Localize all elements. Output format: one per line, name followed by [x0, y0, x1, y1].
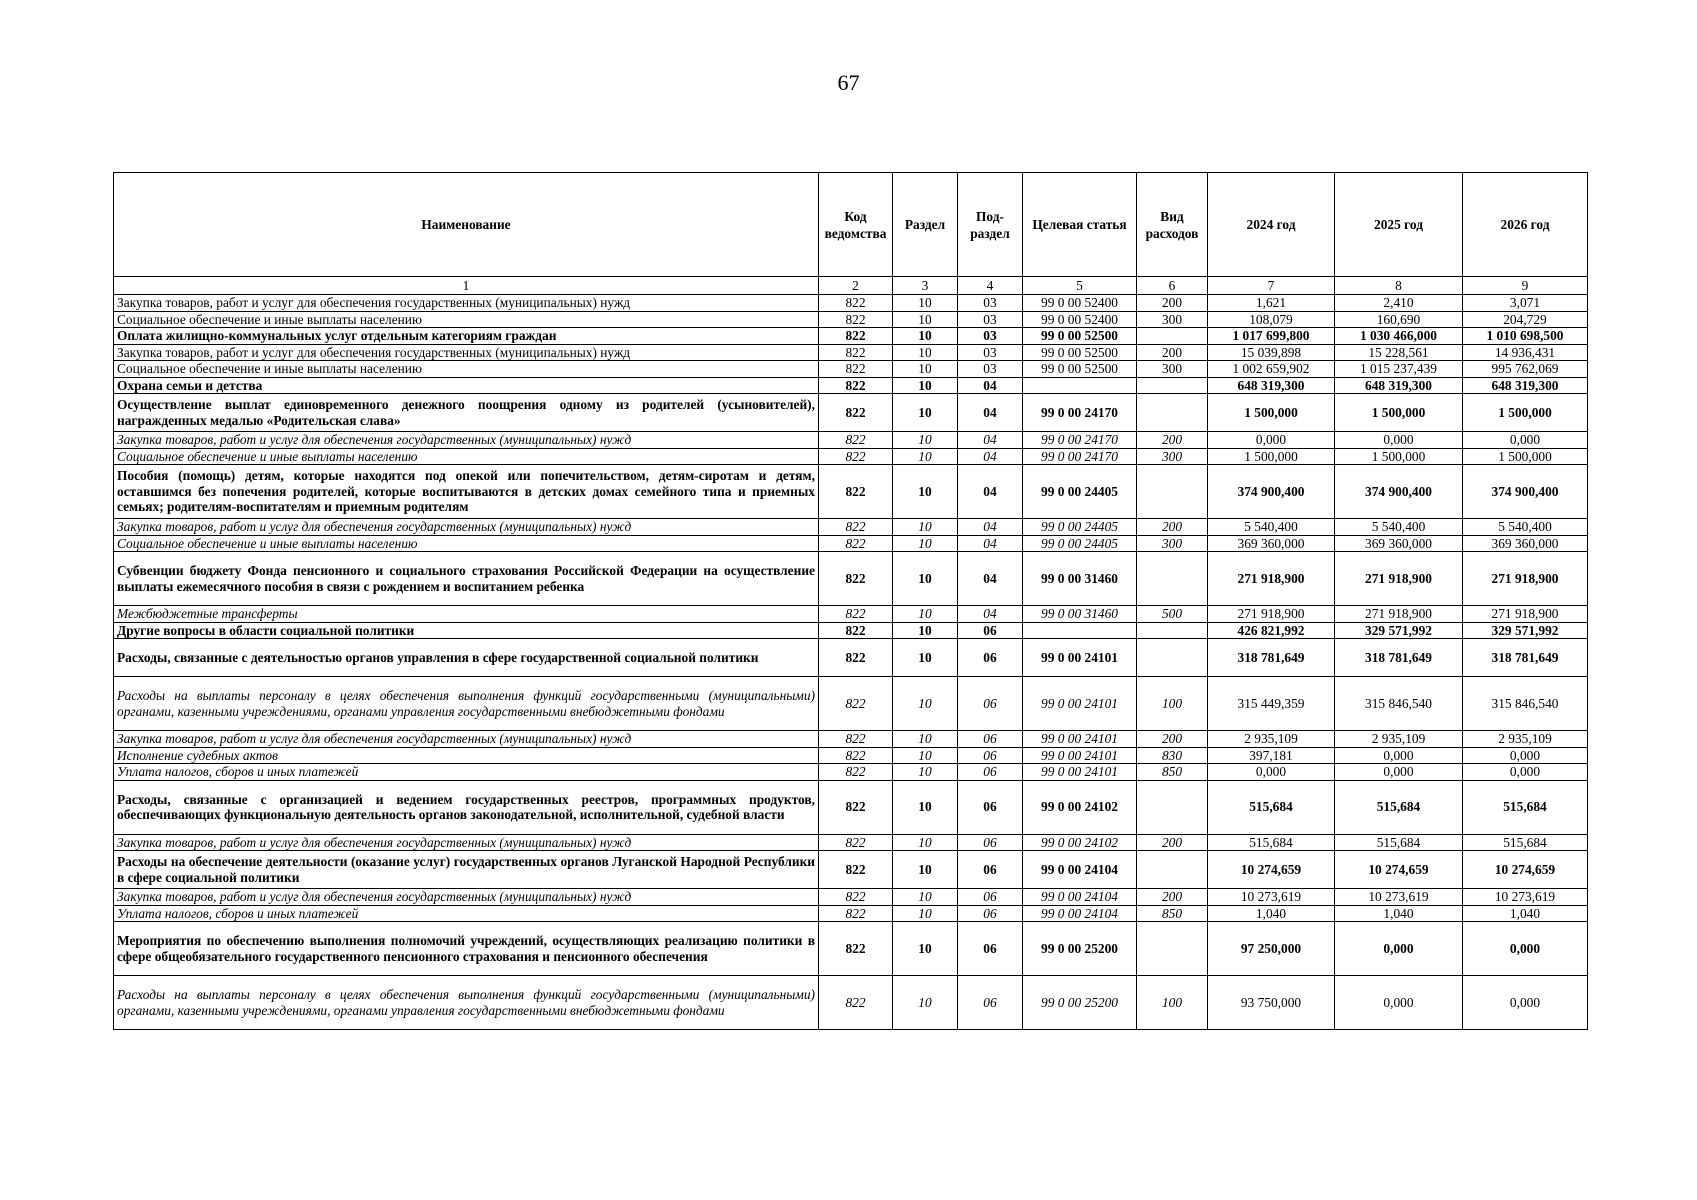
subsection-cell: 04 [958, 448, 1023, 465]
name-cell: Субвенции бюджету Фонда пенсионного и социального страхования Российской Федерации на осуществление выплаты ежемесячного пособия в связи с рождением и воспитанием ребенка [114, 552, 819, 606]
subsection-cell: 06 [958, 622, 1023, 639]
year-2024-cell: 315 449,359 [1208, 677, 1335, 731]
name-cell: Социальное обеспечение и иные выплаты населению [114, 535, 819, 552]
table-row [114, 448, 1588, 465]
section-cell: 10 [893, 922, 958, 976]
year-2025-cell: 2,410 [1335, 295, 1463, 312]
expense-type-cell [1137, 639, 1208, 677]
year-2026-cell: 0,000 [1463, 747, 1588, 764]
target-article-cell: 99 0 00 24405 [1023, 465, 1137, 519]
subsection-cell: 04 [958, 394, 1023, 432]
dept-code-cell: 822 [819, 377, 893, 394]
year-2024-cell: 15 039,898 [1208, 344, 1335, 361]
section-cell: 10 [893, 519, 958, 536]
section-cell: 10 [893, 361, 958, 378]
expense-type-cell: 300 [1137, 448, 1208, 465]
year-2025-cell: 271 918,900 [1335, 606, 1463, 623]
dept-code-cell: 822 [819, 622, 893, 639]
section-cell: 10 [893, 311, 958, 328]
year-2026-cell: 204,729 [1463, 311, 1588, 328]
year-2026-cell: 271 918,900 [1463, 606, 1588, 623]
year-2024-cell: 10 273,619 [1208, 889, 1335, 906]
name-cell: Расходы на выплаты персоналу в целях обеспечения выполнения функций государственными (муниципальными) органами, казенными учреждениями, органами управления государственными внебюджетными фондами [114, 677, 819, 731]
section-cell: 10 [893, 394, 958, 432]
subsection-cell: 03 [958, 361, 1023, 378]
name-cell: Закупка товаров, работ и услуг для обеспечения государственных (муниципальных) нужд [114, 344, 819, 361]
year-2026-cell: 0,000 [1463, 764, 1588, 781]
year-2026-cell: 5 540,400 [1463, 519, 1588, 536]
name-cell: Социальное обеспечение и иные выплаты населению [114, 448, 819, 465]
header-expense-type: Вид расходов [1137, 173, 1208, 277]
name-cell: Расходы на обеспечение деятельности (оказание услуг) государственных органов Луганской Народной Республики в сфере социальной политики [114, 851, 819, 889]
dept-code-cell: 822 [819, 606, 893, 623]
expense-type-cell: 200 [1137, 344, 1208, 361]
subsection-cell: 06 [958, 889, 1023, 906]
section-cell: 10 [893, 328, 958, 345]
subsection-cell: 04 [958, 377, 1023, 394]
table-row [114, 622, 1588, 639]
dept-code-cell: 822 [819, 976, 893, 1030]
expense-type-cell [1137, 328, 1208, 345]
year-2026-cell: 14 936,431 [1463, 344, 1588, 361]
name-cell: Закупка товаров, работ и услуг для обеспечения государственных (муниципальных) нужд [114, 432, 819, 449]
name-cell: Расходы, связанные с деятельностью органов управления в сфере государственной социальной политики [114, 639, 819, 677]
name-cell: Закупка товаров, работ и услуг для обеспечения государственных (муниципальных) нужд [114, 731, 819, 748]
dept-code-cell: 822 [819, 328, 893, 345]
target-article-cell: 99 0 00 25200 [1023, 976, 1137, 1030]
table-row [114, 519, 1588, 536]
target-article-cell: 99 0 00 52400 [1023, 295, 1137, 312]
header-section: Раздел [893, 173, 958, 277]
table-row [114, 311, 1588, 328]
year-2025-cell: 1 015 237,439 [1335, 361, 1463, 378]
year-2024-cell: 397,181 [1208, 747, 1335, 764]
section-cell: 10 [893, 905, 958, 922]
table-row [114, 295, 1588, 312]
year-2026-cell: 271 918,900 [1463, 552, 1588, 606]
expense-type-cell: 850 [1137, 764, 1208, 781]
dept-code-cell: 822 [819, 432, 893, 449]
year-2026-cell: 648 319,300 [1463, 377, 1588, 394]
section-cell: 10 [893, 976, 958, 1030]
target-article-cell [1023, 377, 1137, 394]
subsection-cell: 03 [958, 311, 1023, 328]
expense-type-cell: 200 [1137, 834, 1208, 851]
column-number: 8 [1335, 277, 1463, 295]
year-2025-cell: 1,040 [1335, 905, 1463, 922]
column-number: 5 [1023, 277, 1137, 295]
year-2026-cell: 329 571,992 [1463, 622, 1588, 639]
table-row [114, 747, 1588, 764]
section-cell: 10 [893, 448, 958, 465]
name-cell: Пособия (помощь) детям, которые находятся под опекой или попечительством, детям-сиротам и детям, оставшимся без попечения родителей, которые воспитываются в детских домах семейного типа и приемных семьях; родителям-воспитателям и приемным родителям [114, 465, 819, 519]
expense-type-cell: 300 [1137, 311, 1208, 328]
dept-code-cell: 822 [819, 922, 893, 976]
table-row [114, 731, 1588, 748]
target-article-cell: 99 0 00 52400 [1023, 311, 1137, 328]
year-2026-cell: 10 273,619 [1463, 889, 1588, 906]
year-2024-cell: 426 821,992 [1208, 622, 1335, 639]
expense-type-cell [1137, 465, 1208, 519]
target-article-cell: 99 0 00 24101 [1023, 747, 1137, 764]
subsection-cell: 06 [958, 922, 1023, 976]
subsection-cell: 03 [958, 295, 1023, 312]
section-cell: 10 [893, 432, 958, 449]
dept-code-cell: 822 [819, 639, 893, 677]
header-dept-code: Код ведомства [819, 173, 893, 277]
expense-type-cell: 300 [1137, 535, 1208, 552]
expense-type-cell: 100 [1137, 976, 1208, 1030]
name-cell: Социальное обеспечение и иные выплаты населению [114, 361, 819, 378]
target-article-cell: 99 0 00 24104 [1023, 851, 1137, 889]
dept-code-cell: 822 [819, 448, 893, 465]
year-2026-cell: 0,000 [1463, 922, 1588, 976]
table-row [114, 922, 1588, 976]
year-2025-cell: 648 319,300 [1335, 377, 1463, 394]
year-2025-cell: 271 918,900 [1335, 552, 1463, 606]
subsection-cell: 06 [958, 834, 1023, 851]
expense-type-cell [1137, 622, 1208, 639]
name-cell: Мероприятия по обеспечению выполнения полномочий учреждений, осуществляющих реализацию политики в сфере общеобязательного государственного пенсионного страхования и пенсионного обеспечения [114, 922, 819, 976]
subsection-cell: 06 [958, 677, 1023, 731]
year-2024-cell: 108,079 [1208, 311, 1335, 328]
year-2026-cell: 10 274,659 [1463, 851, 1588, 889]
year-2025-cell: 0,000 [1335, 764, 1463, 781]
dept-code-cell: 822 [819, 889, 893, 906]
subsection-cell: 06 [958, 731, 1023, 748]
table-row [114, 677, 1588, 731]
budget-table [113, 172, 1588, 1030]
expense-type-cell [1137, 851, 1208, 889]
year-2025-cell: 374 900,400 [1335, 465, 1463, 519]
subsection-cell: 06 [958, 764, 1023, 781]
year-2024-cell: 93 750,000 [1208, 976, 1335, 1030]
year-2024-cell: 1 002 659,902 [1208, 361, 1335, 378]
year-2025-cell: 1 500,000 [1335, 448, 1463, 465]
subsection-cell: 03 [958, 328, 1023, 345]
subsection-cell: 06 [958, 976, 1023, 1030]
expense-type-cell: 850 [1137, 905, 1208, 922]
section-cell: 10 [893, 851, 958, 889]
expense-type-cell: 200 [1137, 295, 1208, 312]
name-cell: Закупка товаров, работ и услуг для обеспечения государственных (муниципальных) нужд [114, 519, 819, 536]
year-2025-cell: 515,684 [1335, 780, 1463, 834]
section-cell: 10 [893, 639, 958, 677]
name-cell: Социальное обеспечение и иные выплаты населению [114, 311, 819, 328]
year-2025-cell: 10 274,659 [1335, 851, 1463, 889]
name-cell: Межбюджетные трансферты [114, 606, 819, 623]
name-cell: Расходы, связанные с организацией и ведением государственных реестров, программных продуктов, обеспечивающих функциональную деятельность органов законодательной, исполнительной, судебной власти [114, 780, 819, 834]
target-article-cell: 99 0 00 52500 [1023, 344, 1137, 361]
year-2025-cell: 369 360,000 [1335, 535, 1463, 552]
column-number: 4 [958, 277, 1023, 295]
subsection-cell: 06 [958, 780, 1023, 834]
section-cell: 10 [893, 780, 958, 834]
dept-code-cell: 822 [819, 552, 893, 606]
section-cell: 10 [893, 889, 958, 906]
table-row [114, 834, 1588, 851]
subsection-cell: 06 [958, 905, 1023, 922]
year-2025-cell: 515,684 [1335, 834, 1463, 851]
expense-type-cell: 830 [1137, 747, 1208, 764]
year-2026-cell: 1 500,000 [1463, 394, 1588, 432]
year-2026-cell: 0,000 [1463, 432, 1588, 449]
year-2026-cell: 0,000 [1463, 976, 1588, 1030]
subsection-cell: 03 [958, 344, 1023, 361]
target-article-cell: 99 0 00 24170 [1023, 394, 1137, 432]
name-cell: Исполнение судебных актов [114, 747, 819, 764]
expense-type-cell [1137, 780, 1208, 834]
expense-type-cell [1137, 552, 1208, 606]
year-2024-cell: 5 540,400 [1208, 519, 1335, 536]
year-2025-cell: 318 781,649 [1335, 639, 1463, 677]
name-cell: Закупка товаров, работ и услуг для обеспечения государственных (муниципальных) нужд [114, 295, 819, 312]
year-2024-cell: 318 781,649 [1208, 639, 1335, 677]
year-2024-cell: 374 900,400 [1208, 465, 1335, 519]
year-2026-cell: 1 010 698,500 [1463, 328, 1588, 345]
column-number: 1 [114, 277, 819, 295]
expense-type-cell [1137, 922, 1208, 976]
name-cell: Оплата жилищно-коммунальных услуг отдельным категориям граждан [114, 328, 819, 345]
target-article-cell: 99 0 00 24101 [1023, 677, 1137, 731]
dept-code-cell: 822 [819, 731, 893, 748]
expense-type-cell: 300 [1137, 361, 1208, 378]
year-2024-cell: 271 918,900 [1208, 552, 1335, 606]
target-article-cell: 99 0 00 24101 [1023, 731, 1137, 748]
year-2026-cell: 1 500,000 [1463, 448, 1588, 465]
target-article-cell: 99 0 00 24170 [1023, 432, 1137, 449]
year-2025-cell: 0,000 [1335, 432, 1463, 449]
section-cell: 10 [893, 764, 958, 781]
target-article-cell: 99 0 00 24101 [1023, 639, 1137, 677]
year-2025-cell: 329 571,992 [1335, 622, 1463, 639]
year-2026-cell: 3,071 [1463, 295, 1588, 312]
section-cell: 10 [893, 622, 958, 639]
expense-type-cell [1137, 377, 1208, 394]
year-2024-cell: 1 500,000 [1208, 448, 1335, 465]
header-subsection: Под-раздел [958, 173, 1023, 277]
target-article-cell: 99 0 00 25200 [1023, 922, 1137, 976]
header-year-2025: 2025 год [1335, 173, 1463, 277]
table-header [114, 173, 1588, 295]
target-article-cell: 99 0 00 24104 [1023, 905, 1137, 922]
dept-code-cell: 822 [819, 747, 893, 764]
year-2024-cell: 1 500,000 [1208, 394, 1335, 432]
table-row [114, 639, 1588, 677]
section-cell: 10 [893, 344, 958, 361]
column-number: 3 [893, 277, 958, 295]
column-number: 9 [1463, 277, 1588, 295]
year-2026-cell: 515,684 [1463, 780, 1588, 834]
year-2024-cell: 0,000 [1208, 432, 1335, 449]
dept-code-cell: 822 [819, 465, 893, 519]
year-2024-cell: 648 319,300 [1208, 377, 1335, 394]
table-row [114, 780, 1588, 834]
name-cell: Закупка товаров, работ и услуг для обеспечения государственных (муниципальных) нужд [114, 834, 819, 851]
table-row [114, 552, 1588, 606]
year-2024-cell: 2 935,109 [1208, 731, 1335, 748]
target-article-cell: 99 0 00 31460 [1023, 552, 1137, 606]
year-2025-cell: 1 030 466,000 [1335, 328, 1463, 345]
section-cell: 10 [893, 606, 958, 623]
year-2024-cell: 515,684 [1208, 834, 1335, 851]
section-cell: 10 [893, 295, 958, 312]
dept-code-cell: 822 [819, 311, 893, 328]
year-2026-cell: 1,040 [1463, 905, 1588, 922]
target-article-cell: 99 0 00 24101 [1023, 764, 1137, 781]
table-row [114, 889, 1588, 906]
section-cell: 10 [893, 834, 958, 851]
year-2026-cell: 374 900,400 [1463, 465, 1588, 519]
year-2026-cell: 515,684 [1463, 834, 1588, 851]
name-cell: Осуществление выплат единовременного денежного поощрения одному из родителей (усыновителей), награжденных медалью «Родительская слава» [114, 394, 819, 432]
section-cell: 10 [893, 731, 958, 748]
column-number: 6 [1137, 277, 1208, 295]
target-article-cell: 99 0 00 24102 [1023, 834, 1137, 851]
subsection-cell: 04 [958, 535, 1023, 552]
subsection-cell: 04 [958, 519, 1023, 536]
table-row [114, 535, 1588, 552]
target-article-cell: 99 0 00 52500 [1023, 328, 1137, 345]
year-2024-cell: 0,000 [1208, 764, 1335, 781]
year-2024-cell: 10 274,659 [1208, 851, 1335, 889]
table-row [114, 361, 1588, 378]
dept-code-cell: 822 [819, 851, 893, 889]
dept-code-cell: 822 [819, 394, 893, 432]
subsection-cell: 06 [958, 747, 1023, 764]
dept-code-cell: 822 [819, 519, 893, 536]
target-article-cell: 99 0 00 24170 [1023, 448, 1137, 465]
table-row [114, 328, 1588, 345]
target-article-cell: 99 0 00 24405 [1023, 535, 1137, 552]
name-cell: Расходы на выплаты персоналу в целях обеспечения выполнения функций государственными (муниципальными) органами, казенными учреждениями, органами управления государственными внебюджетными фондами [114, 976, 819, 1030]
header-year-2024: 2024 год [1208, 173, 1335, 277]
table-row [114, 394, 1588, 432]
table-row [114, 905, 1588, 922]
header-year-2026: 2026 год [1463, 173, 1588, 277]
name-cell: Уплата налогов, сборов и иных платежей [114, 905, 819, 922]
section-cell: 10 [893, 465, 958, 519]
dept-code-cell: 822 [819, 535, 893, 552]
table-row [114, 465, 1588, 519]
section-cell: 10 [893, 677, 958, 731]
year-2024-cell: 97 250,000 [1208, 922, 1335, 976]
year-2025-cell: 10 273,619 [1335, 889, 1463, 906]
table-row [114, 344, 1588, 361]
target-article-cell: 99 0 00 24102 [1023, 780, 1137, 834]
target-article-cell: 99 0 00 31460 [1023, 606, 1137, 623]
year-2026-cell: 2 935,109 [1463, 731, 1588, 748]
year-2025-cell: 0,000 [1335, 747, 1463, 764]
year-2026-cell: 369 360,000 [1463, 535, 1588, 552]
table-row [114, 851, 1588, 889]
year-2025-cell: 315 846,540 [1335, 677, 1463, 731]
expense-type-cell: 100 [1137, 677, 1208, 731]
section-cell: 10 [893, 535, 958, 552]
year-2024-cell: 369 360,000 [1208, 535, 1335, 552]
dept-code-cell: 822 [819, 780, 893, 834]
header-target-article: Целевая статья [1023, 173, 1137, 277]
column-number: 2 [819, 277, 893, 295]
target-article-cell: 99 0 00 24405 [1023, 519, 1137, 536]
year-2024-cell: 1,621 [1208, 295, 1335, 312]
year-2026-cell: 318 781,649 [1463, 639, 1588, 677]
dept-code-cell: 822 [819, 834, 893, 851]
expense-type-cell: 200 [1137, 432, 1208, 449]
subsection-cell: 06 [958, 851, 1023, 889]
dept-code-cell: 822 [819, 764, 893, 781]
year-2025-cell: 5 540,400 [1335, 519, 1463, 536]
dept-code-cell: 822 [819, 295, 893, 312]
subsection-cell: 06 [958, 639, 1023, 677]
dept-code-cell: 822 [819, 905, 893, 922]
target-article-cell [1023, 622, 1137, 639]
year-2025-cell: 15 228,561 [1335, 344, 1463, 361]
column-number: 7 [1208, 277, 1335, 295]
table-row [114, 764, 1588, 781]
expense-type-cell: 500 [1137, 606, 1208, 623]
year-2025-cell: 0,000 [1335, 922, 1463, 976]
year-2025-cell: 160,690 [1335, 311, 1463, 328]
target-article-cell: 99 0 00 24104 [1023, 889, 1137, 906]
year-2026-cell: 995 762,069 [1463, 361, 1588, 378]
year-2024-cell: 271 918,900 [1208, 606, 1335, 623]
name-cell: Другие вопросы в области социальной политики [114, 622, 819, 639]
table-row [114, 377, 1588, 394]
expense-type-cell: 200 [1137, 889, 1208, 906]
dept-code-cell: 822 [819, 344, 893, 361]
expense-type-cell [1137, 394, 1208, 432]
section-cell: 10 [893, 747, 958, 764]
subsection-cell: 04 [958, 552, 1023, 606]
page-number: 67 [837, 70, 860, 95]
table-row [114, 606, 1588, 623]
name-cell: Уплата налогов, сборов и иных платежей [114, 764, 819, 781]
dept-code-cell: 822 [819, 361, 893, 378]
header-name: Наименование [114, 173, 819, 277]
subsection-cell: 04 [958, 606, 1023, 623]
dept-code-cell: 822 [819, 677, 893, 731]
section-cell: 10 [893, 377, 958, 394]
table-body [114, 295, 1588, 1030]
subsection-cell: 04 [958, 465, 1023, 519]
year-2026-cell: 315 846,540 [1463, 677, 1588, 731]
table-row [114, 432, 1588, 449]
name-cell: Охрана семьи и детства [114, 377, 819, 394]
subsection-cell: 04 [958, 432, 1023, 449]
year-2025-cell: 0,000 [1335, 976, 1463, 1030]
expense-type-cell: 200 [1137, 731, 1208, 748]
year-2024-cell: 515,684 [1208, 780, 1335, 834]
expense-type-cell: 200 [1137, 519, 1208, 536]
year-2024-cell: 1,040 [1208, 905, 1335, 922]
year-2025-cell: 2 935,109 [1335, 731, 1463, 748]
year-2025-cell: 1 500,000 [1335, 394, 1463, 432]
name-cell: Закупка товаров, работ и услуг для обеспечения государственных (муниципальных) нужд [114, 889, 819, 906]
table-row [114, 976, 1588, 1030]
year-2024-cell: 1 017 699,800 [1208, 328, 1335, 345]
section-cell: 10 [893, 552, 958, 606]
target-article-cell: 99 0 00 52500 [1023, 361, 1137, 378]
column-number-row [114, 277, 1588, 295]
